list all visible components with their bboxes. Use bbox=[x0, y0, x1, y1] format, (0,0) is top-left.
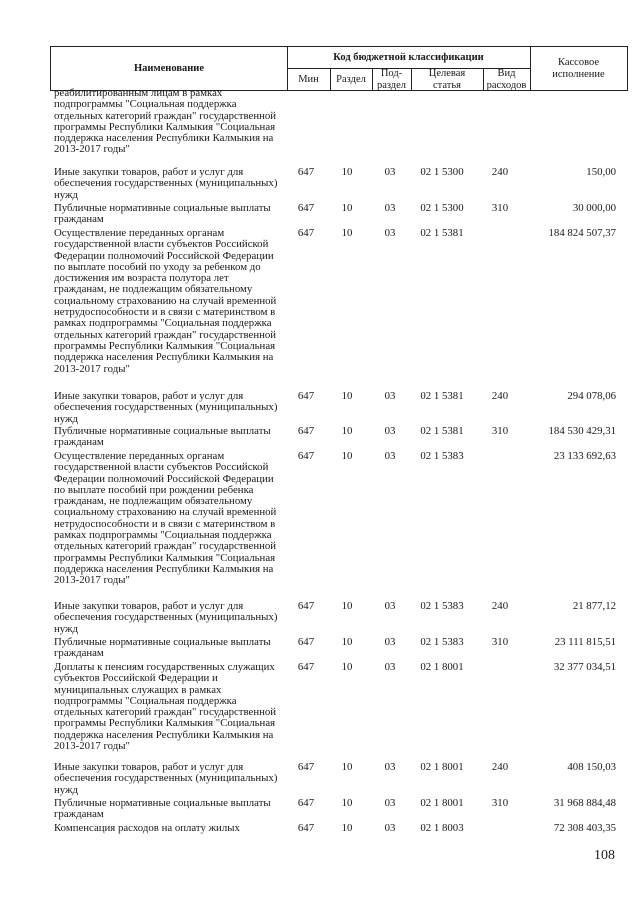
row-razdel: 10 bbox=[341, 202, 353, 214]
header-celevaya: Целевая статья bbox=[428, 67, 466, 91]
row-podrazdel: 03 bbox=[384, 600, 396, 612]
row-vid: 310 bbox=[491, 797, 509, 809]
row-name: Публичные нормативные социальные выплаты гражданам bbox=[54, 636, 271, 660]
row-name: Иные закупки товаров, работ и услуг для обеспечения государственных (муниципальных) нужд bbox=[54, 166, 278, 201]
row-name: Иные закупки товаров, работ и услуг для обеспечения государственных (муниципальных) нужд bbox=[54, 761, 278, 796]
row-sum: 184 530 429,31 bbox=[548, 425, 616, 437]
row-podrazdel: 03 bbox=[384, 425, 396, 437]
row-min: 647 bbox=[297, 636, 315, 648]
row-sum: 32 377 034,51 bbox=[553, 661, 616, 673]
row-sum: 408 150,03 bbox=[567, 761, 616, 773]
header-podrazdel: Под- раздел bbox=[376, 67, 407, 91]
row-sum: 184 824 507,37 bbox=[548, 227, 616, 239]
row-razdel: 10 bbox=[341, 797, 353, 809]
header-kassa: Кассовое исполнение bbox=[552, 56, 605, 80]
row-celevaya: 02 1 5381 bbox=[420, 227, 464, 239]
row-celevaya: 02 1 8003 bbox=[420, 822, 464, 834]
row-min: 647 bbox=[297, 761, 315, 773]
row-podrazdel: 03 bbox=[384, 661, 396, 673]
row-name: реабилитированным лицам в рамках подпрограммы "Социальная поддержка отдельных категорий граждан" государственной программы Республики Калмыкия "Социальная поддержка населения Республики Калмыкия на 2013-2017 годы" bbox=[54, 87, 277, 156]
row-razdel: 10 bbox=[341, 450, 353, 462]
page-number: 108 bbox=[594, 848, 615, 863]
row-min: 647 bbox=[297, 425, 315, 437]
row-sum: 23 133 692,63 bbox=[553, 450, 616, 462]
row-name: Компенсация расходов на оплату жилых bbox=[54, 822, 240, 834]
row-razdel: 10 bbox=[341, 822, 353, 834]
row-min: 647 bbox=[297, 390, 315, 402]
row-razdel: 10 bbox=[341, 761, 353, 773]
row-min: 647 bbox=[297, 227, 315, 239]
row-name: Осуществление переданных органам государственной власти субъектов Российской Федерации полномочий Российской Федерации по выплате пособий при рождении ребенка гражданам, не подлежащим обязательному социальному страхованию на случай временной нетрудоспособности и в связи с материнством в рамках подпрограммы "Социальная поддержка отдельных категорий граждан" государственной программы Республики Калмыкия "Социальная поддержка населения Республики Калмыкия на 2013-2017 годы" bbox=[54, 450, 277, 587]
header-razdel: Раздел bbox=[336, 73, 366, 85]
row-vid: 240 bbox=[491, 390, 509, 402]
row-celevaya: 02 1 5381 bbox=[420, 425, 464, 437]
row-name: Доплаты к пенсиям государственных служащих субъектов Российской Федерации и муниципальных служащих в рамках подпрограммы "Социальная поддержка отдельных категорий граждан" государственной программы Республики Калмыкия "Социальная поддержка населения Республики Калмыкия на 2013-2017 годы" bbox=[54, 661, 277, 753]
row-podrazdel: 03 bbox=[384, 822, 396, 834]
row-celevaya: 02 1 5300 bbox=[420, 166, 464, 178]
row-celevaya: 02 1 8001 bbox=[420, 797, 464, 809]
row-sum: 30 000,00 bbox=[572, 202, 616, 214]
row-podrazdel: 03 bbox=[384, 797, 396, 809]
header-classification-group: Код бюджетной классификации bbox=[333, 51, 484, 63]
row-vid: 310 bbox=[491, 636, 509, 648]
row-podrazdel: 03 bbox=[384, 390, 396, 402]
row-celevaya: 02 1 5300 bbox=[420, 202, 464, 214]
row-vid: 240 bbox=[491, 166, 509, 178]
row-celevaya: 02 1 8001 bbox=[420, 661, 464, 673]
header-name: Наименование bbox=[134, 62, 204, 74]
row-sum: 294 078,06 bbox=[567, 390, 616, 402]
row-razdel: 10 bbox=[341, 166, 353, 178]
row-podrazdel: 03 bbox=[384, 227, 396, 239]
row-min: 647 bbox=[297, 661, 315, 673]
row-podrazdel: 03 bbox=[384, 636, 396, 648]
row-vid: 310 bbox=[491, 425, 509, 437]
row-sum: 31 968 884,48 bbox=[553, 797, 616, 809]
row-podrazdel: 03 bbox=[384, 202, 396, 214]
row-min: 647 bbox=[297, 797, 315, 809]
row-razdel: 10 bbox=[341, 425, 353, 437]
row-sum: 21 877,12 bbox=[572, 600, 616, 612]
row-min: 647 bbox=[297, 600, 315, 612]
row-razdel: 10 bbox=[341, 636, 353, 648]
row-vid: 240 bbox=[491, 761, 509, 773]
row-sum: 150,00 bbox=[586, 166, 616, 178]
row-vid: 240 bbox=[491, 600, 509, 612]
table-header bbox=[50, 46, 628, 91]
row-razdel: 10 bbox=[341, 600, 353, 612]
row-razdel: 10 bbox=[341, 661, 353, 673]
row-min: 647 bbox=[297, 822, 315, 834]
row-podrazdel: 03 bbox=[384, 761, 396, 773]
row-celevaya: 02 1 5381 bbox=[420, 390, 464, 402]
row-name: Публичные нормативные социальные выплаты гражданам bbox=[54, 202, 271, 226]
row-name: Публичные нормативные социальные выплаты гражданам bbox=[54, 797, 271, 821]
row-celevaya: 02 1 8001 bbox=[420, 761, 464, 773]
row-razdel: 10 bbox=[341, 390, 353, 402]
row-name: Иные закупки товаров, работ и услуг для обеспечения государственных (муниципальных) нужд bbox=[54, 390, 278, 425]
header-min: Мин bbox=[298, 73, 319, 85]
row-razdel: 10 bbox=[341, 227, 353, 239]
row-name: Осуществление переданных органам государственной власти субъектов Российской Федерации полномочий Российской Федерации по выплате пособий по уходу за ребенком до достижения им возраста полутора лет гражданам, не подлежащим обязательному социальному страхованию на случай временной нетрудоспособности и в связи с материнством в рамках подпрограммы "Социальная поддержка отдельных категорий граждан" государственной программы Республики Калмыкия "Социальная поддержка населения Республики Калмыкия на 2013-2017 годы" bbox=[54, 227, 277, 375]
row-podrazdel: 03 bbox=[384, 166, 396, 178]
row-min: 647 bbox=[297, 166, 315, 178]
row-vid: 310 bbox=[491, 202, 509, 214]
row-celevaya: 02 1 5383 bbox=[420, 636, 464, 648]
row-name: Иные закупки товаров, работ и услуг для обеспечения государственных (муниципальных) нужд bbox=[54, 600, 278, 635]
row-podrazdel: 03 bbox=[384, 450, 396, 462]
row-sum: 72 308 403,35 bbox=[553, 822, 616, 834]
row-sum: 23 111 815,51 bbox=[554, 636, 616, 648]
row-celevaya: 02 1 5383 bbox=[420, 600, 464, 612]
row-celevaya: 02 1 5383 bbox=[420, 450, 464, 462]
row-name: Публичные нормативные социальные выплаты гражданам bbox=[54, 425, 271, 449]
header-vid: Вид расходов bbox=[486, 67, 527, 91]
row-min: 647 bbox=[297, 450, 315, 462]
row-min: 647 bbox=[297, 202, 315, 214]
